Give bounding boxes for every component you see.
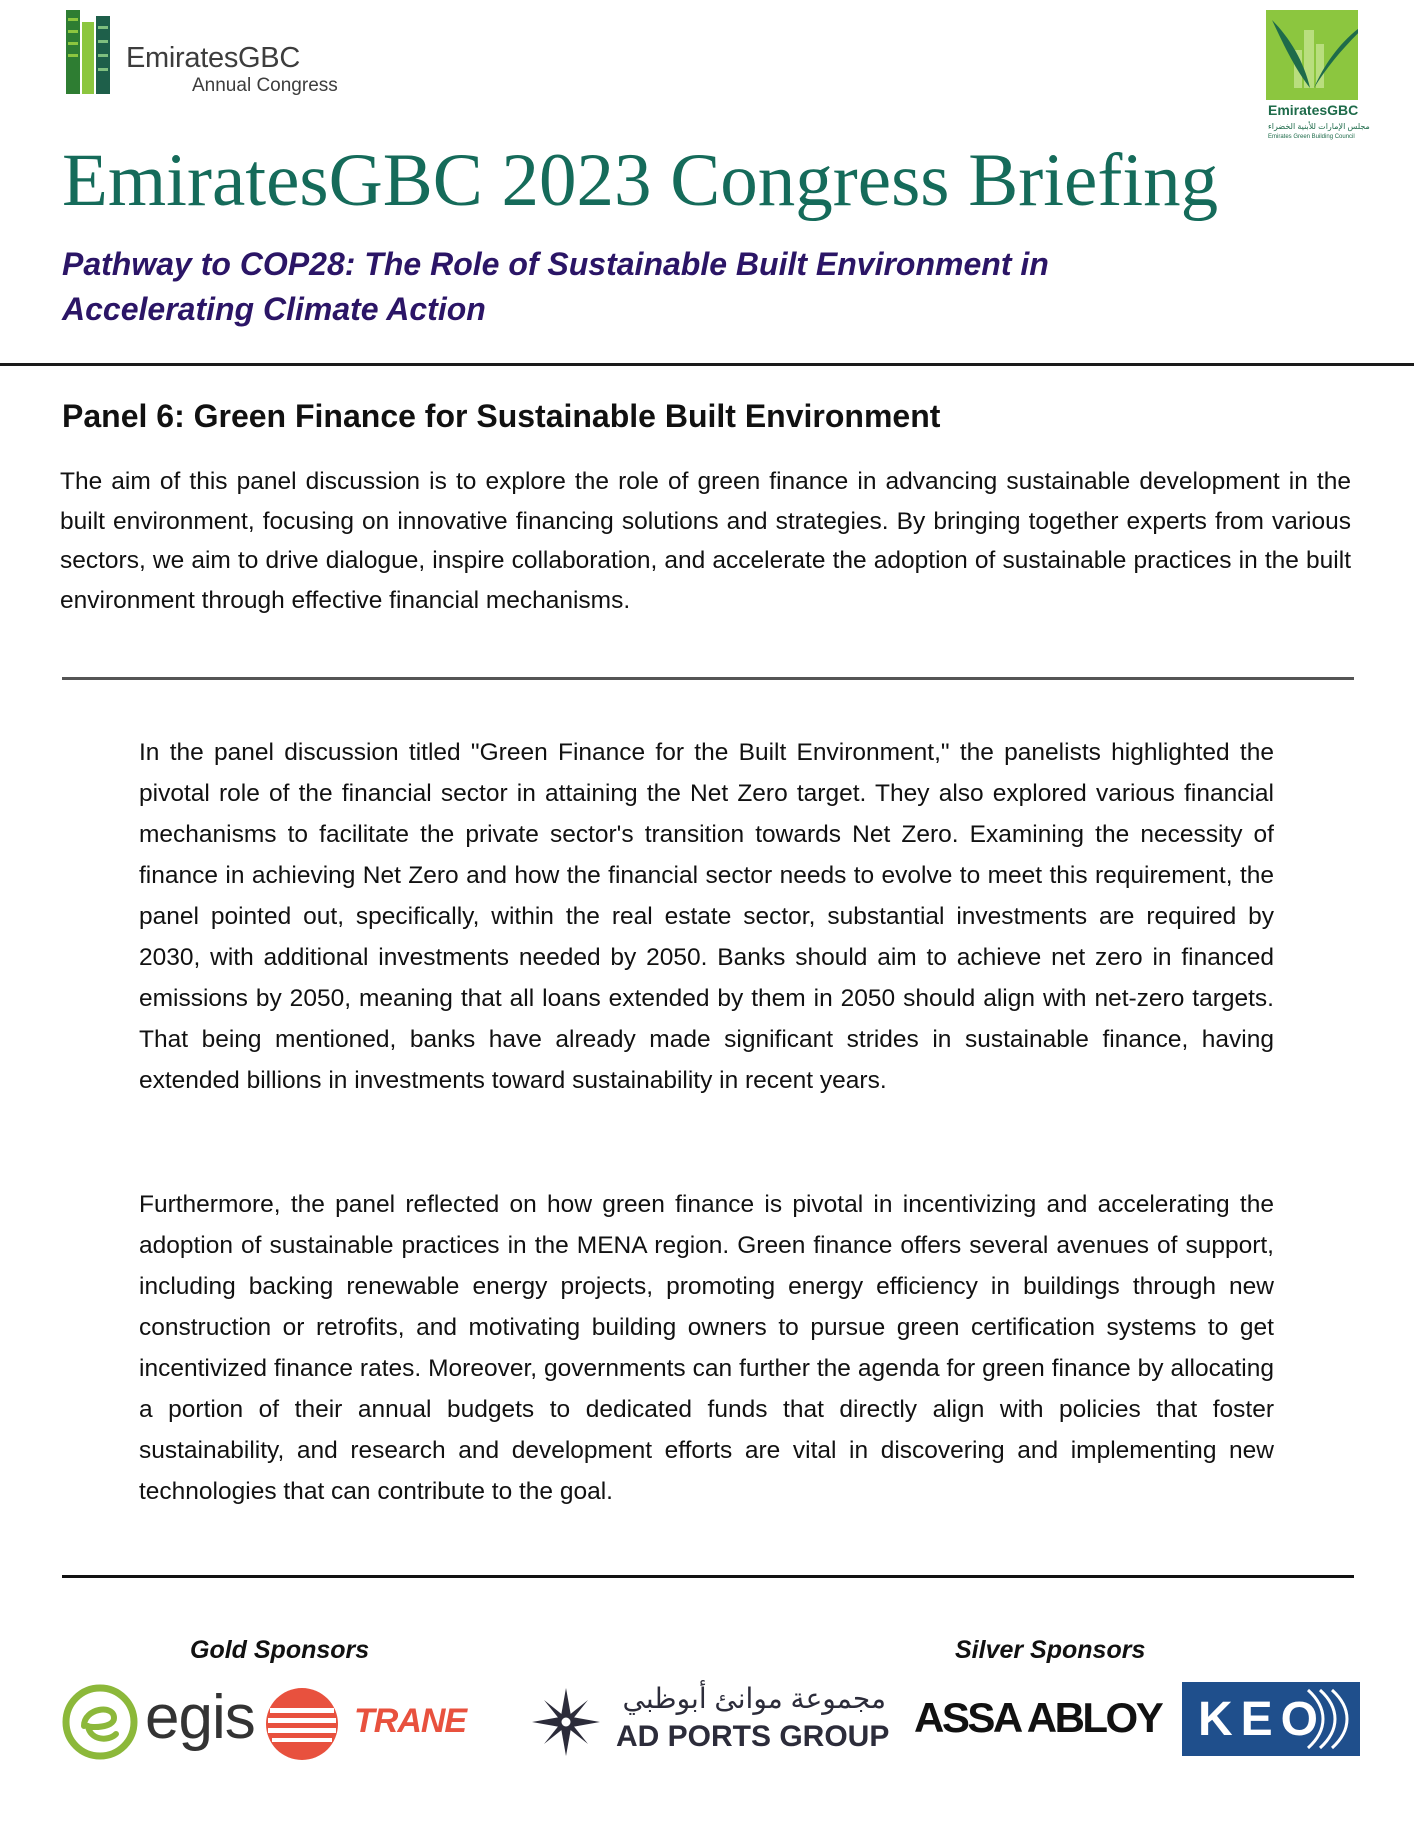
egbc-council-logo: [1266, 10, 1378, 140]
council-english-name: Emirates Green Building Council: [1268, 134, 1355, 140]
trane-circle-icon: [264, 1686, 340, 1762]
gold-sponsors-heading: Gold Sponsors: [190, 1636, 370, 1664]
compass-star-icon: [526, 1682, 606, 1762]
trane-wordmark: TRANE: [354, 1702, 467, 1740]
page-title: EmiratesGBC 2023 Congress Briefing: [62, 139, 1219, 222]
keo-swoosh-icon: [1304, 1688, 1356, 1750]
keo-wordmark: KEO: [1198, 1693, 1327, 1746]
keo-logo: [1182, 1682, 1360, 1756]
council-arabic-name: مجلس الإمارات للأبنية الخضراء: [1268, 122, 1370, 131]
body-paragraph: In the panel discussion titled "Green Finance for the Built Environment," the panelists highlighted the pivotal role of the financial sector in attaining the Net Zero target. They also explored various financial mechanisms to facilitate the private sector's transition towards Net Zero. Examining the necessity of finance in achieving Net Zero and how the financial sector needs to evolve to meet this requirement, the panel pointed out, specifically, within the real estate sector, substantial investments are required by 2030, with additional investments needed by 2050. Banks should aim to achieve net zero in financed emissions by 2050, meaning that all loans extended by them in 2050 should align with net-zero targets. That being mentioned, banks have already made significant strides in sustainable finance, having extended billions in investments toward sustainability in recent years.: [139, 739, 1274, 1094]
body-paragraph: Furthermore, the panel reflected on how green finance is pivotal in incentivizing and accelerating the adoption of sustainable practices in the MENA region. Green finance offers several avenues of support, including backing renewable energy projects, promoting energy efficiency in buildings through new construction or retrofits, and motivating building owners to pursue green certification systems to get incentivized finance rates. Moreover, governments can further the agenda for green finance by allocating a portion of their annual budgets to dedicated funds that directly align with policies that foster sustainability, and research and development efforts are vital in discovering and implementing new technologies that can contribute to the goal.: [139, 1191, 1274, 1505]
page-subtitle: Pathway to COP28: The Role of Sustainable Built Environment in Accelerating Climate Action: [62, 246, 1049, 327]
ad-ports-wordmark: AD PORTS GROUP: [616, 1720, 890, 1753]
panel-heading: Panel 6: Green Finance for Sustainable Built Environment: [62, 398, 941, 434]
section-divider: [62, 677, 1354, 680]
congress-logo-name: EmiratesGBC: [126, 42, 300, 74]
council-wordmark: EmiratesGBC: [1268, 102, 1359, 118]
egis-logo: [60, 1682, 260, 1762]
egis-wordmark: egis: [145, 1683, 255, 1752]
emiratesgbc-congress-logo: [66, 10, 366, 96]
header-divider: [0, 363, 1414, 366]
building-bars-icon: [66, 10, 118, 94]
trane-logo: [264, 1686, 484, 1762]
council-emblem-icon: [1266, 10, 1358, 100]
egis-e-icon: [60, 1682, 140, 1762]
silver-sponsors-heading: Silver Sponsors: [955, 1636, 1146, 1664]
congress-logo-subtitle: Annual Congress: [192, 75, 338, 96]
ad-ports-group-logo: [526, 1682, 896, 1762]
assa-abloy-logo: ASSA ABLOY: [914, 1694, 1162, 1741]
panel-aim-paragraph: The aim of this panel discussion is to explore the role of green finance in advancing sustainable development in the built environment, focusing on innovative financing solutions and strategies. By bringing together experts from various sectors, we aim to drive dialogue, inspire collaboration, and accelerate the adoption of sustainable practices in the built environment through effective financial mechanisms.: [60, 468, 1351, 614]
footer-divider: [62, 1575, 1354, 1578]
ad-ports-arabic-wordmark: مجموعة موانئ أبوظبي: [622, 1683, 886, 1714]
